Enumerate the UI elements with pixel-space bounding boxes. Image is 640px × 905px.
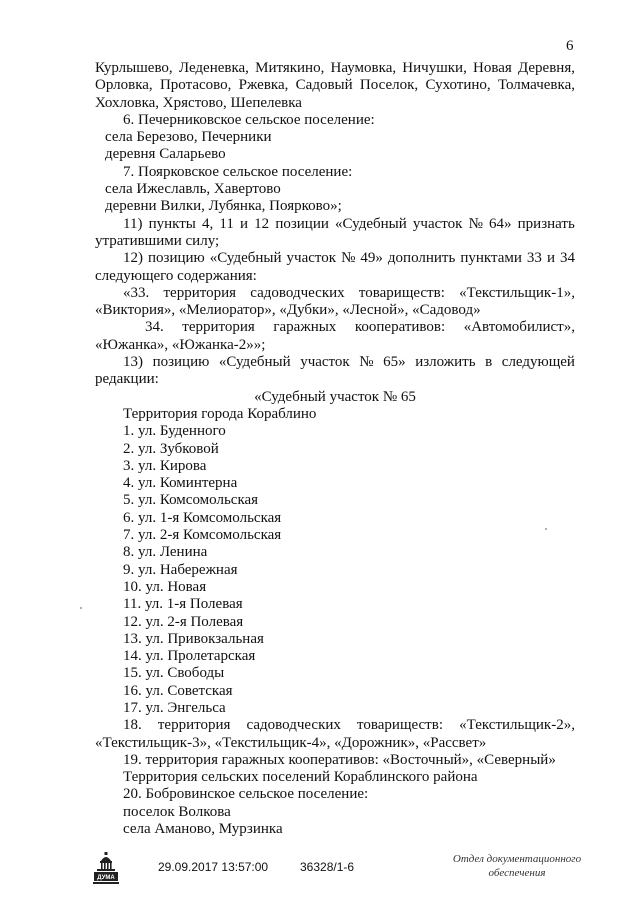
list-item: 2. ул. Зубковой [123, 440, 219, 457]
text-line: 12) позицию «Судебный участок № 49» дополнить пунктами 33 и 34 [123, 250, 575, 267]
footer-datetime: 29.09.2017 13:57:00 [158, 860, 269, 874]
page-footer [92, 846, 592, 896]
text-line: села Ижеславль, Хавертово [105, 181, 281, 198]
document-body [95, 60, 575, 838]
text-line: деревни Вилки, Лубянка, Поярково»; [105, 198, 342, 215]
text-line: деревня Саларьево [105, 146, 226, 163]
scan-speck [80, 607, 82, 609]
logo-text: ДУМА [97, 875, 115, 881]
footer-stamp [442, 852, 592, 880]
text-line: «33. территория садоводческих товариществ: «Текстильщик-1», [123, 284, 575, 301]
text-line: Орловка, Протасово, Ржевка, Садовый Поселок, Сухотино, Толмачевка, [95, 77, 575, 94]
text-line: 11) пункты 4, 11 и 12 позиции «Судебный участок № 64» признать [123, 215, 575, 232]
list-item: 6. ул. 1-я Комсомольская [123, 509, 282, 526]
list-item: 11. ул. 1-я Полевая [123, 596, 243, 613]
list-item: 19. территория гаражных кооперативов: «Восточный», «Северный» [123, 751, 556, 768]
text-line: 7. Поярковское сельское поселение: [123, 163, 353, 180]
text-line: 13) позицию «Судебный участок № 65» изложить в следующей [123, 354, 575, 371]
list-item: 17. ул. Энгельса [123, 699, 226, 716]
text-line: 34. территория гаражных кооперативов: «Автомобилист», [145, 319, 575, 336]
text-line: «Текстильщик-3», «Текстильщик-4», «Дорожник», «Рассвет» [95, 734, 487, 751]
text-line: «Виктория», «Мелиоратор», «Дубки», «Лесной», «Садовод» [95, 302, 481, 319]
text-line: «Южанка», «Южанка-2»»; [95, 336, 266, 353]
text-line: Хохловка, Хрястово, Шепелевка [95, 94, 302, 111]
text-line: села Аманово, Мурзинка [123, 821, 283, 838]
footer-doc-code: 36328/1-6 [300, 860, 355, 874]
footer-dept-line: обеспечения [488, 867, 546, 879]
text-line: следующего содержания: [95, 267, 257, 284]
list-item: 1. ул. Буденного [123, 423, 226, 440]
list-item: 8. ул. Ленина [123, 544, 208, 561]
text-line: утратившими силу; [95, 232, 220, 249]
list-item: 7. ул. 2-я Комсомольская [123, 527, 282, 544]
text-line: Территория сельских поселений Кораблинского района [123, 769, 478, 786]
list-item: 4. ул. Коминтерна [123, 475, 238, 492]
list-item: 15. ул. Свободы [123, 665, 225, 682]
list-item: 5. ул. Комсомольская [123, 492, 259, 509]
section-heading: «Судебный участок № 65 [254, 388, 416, 405]
text-line: 6. Печерниковское сельское поселение: [123, 111, 375, 128]
list-item: 20. Бобровинское сельское поселение: [123, 786, 369, 803]
text-line: Курлышево, Леденевка, Митякино, Наумовка, Ничушки, Новая Деревня, [95, 60, 575, 76]
text-line: редакции: [95, 371, 159, 388]
text-line: Территория города Кораблино [123, 405, 317, 422]
list-item: 13. ул. Привокзальная [123, 630, 264, 647]
list-item: 14. ул. Пролетарская [123, 648, 256, 665]
scan-speck [545, 528, 547, 530]
page-number: 6 [566, 38, 574, 54]
list-item: 16. ул. Советская [123, 682, 233, 699]
list-item: 3. ул. Кирова [123, 457, 207, 474]
duma-logo-icon [92, 852, 120, 886]
text-line: села Березово, Печерники [105, 129, 272, 146]
footer-dept-line: Отдел документационного [452, 853, 582, 865]
list-item: 18. территория садоводческих товариществ: «Текстильщик-2», [123, 717, 575, 734]
text-line: поселок Волкова [123, 803, 231, 820]
list-item: 9. ул. Набережная [123, 561, 238, 578]
list-item: 10. ул. Новая [123, 578, 207, 595]
list-item: 12. ул. 2-я Полевая [123, 613, 244, 630]
